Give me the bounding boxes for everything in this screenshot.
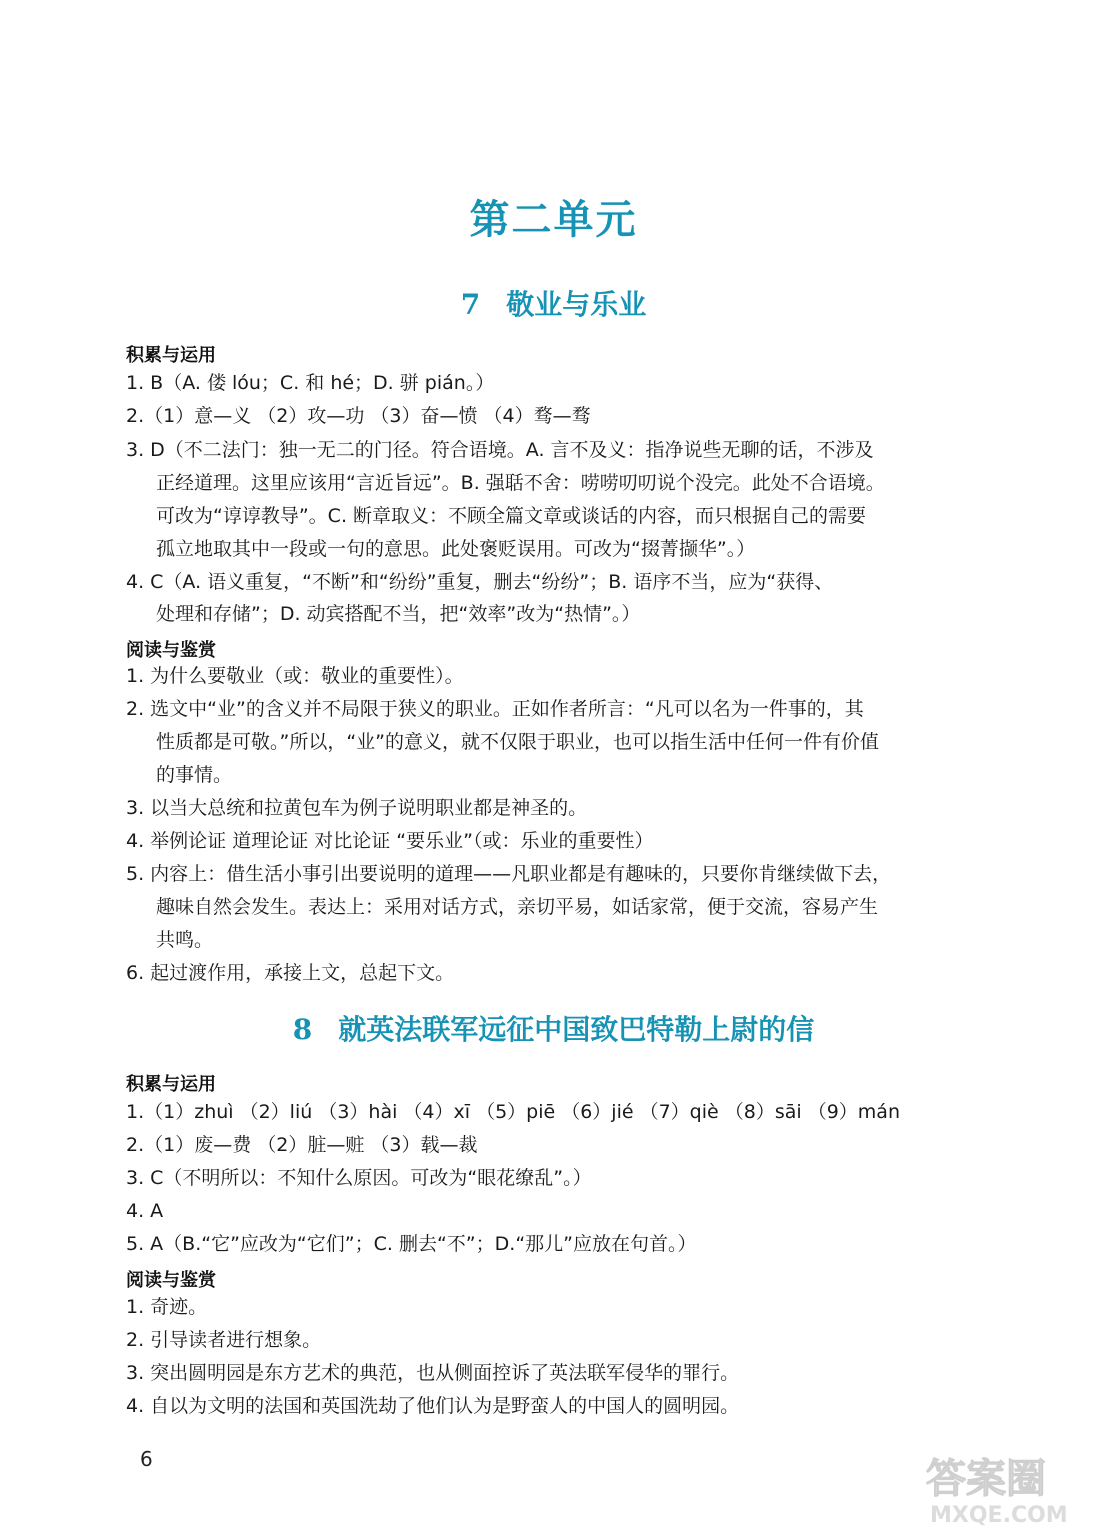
answer-line: 4. A bbox=[126, 1200, 164, 1222]
answer-line: 4. 举例论证 道理论证 对比论证 “要乐业”（或：乐业的重要性） bbox=[126, 830, 654, 852]
answer-line: 4. C（A. 语义重复，“不断”和“纷纷”重复，删去“纷纷”；B. 语序不当，应为“获得、 bbox=[126, 571, 834, 593]
answer-line: 趣味自然会发生。表达上：采用对话方式，亲切平易，如话家常，便于交流，容易产生 bbox=[156, 896, 879, 918]
answer-line: 1. 为什么要敬业（或：敬业的重要性）。 bbox=[126, 665, 464, 687]
lesson-8-title bbox=[0, 1008, 1107, 1048]
svg-text:MXQE.COM: MXQE.COM bbox=[930, 1503, 1068, 1528]
answer-line: 6. 起过渡作用，承接上文，总起下文。 bbox=[126, 962, 455, 984]
answer-line: 可改为“谆谆教导”。C. 断章取义：不顾全篇文章或谈话的内容，而只根据自己的需要 bbox=[156, 505, 867, 527]
answer-line: 3. D（不二法门：独一无二的门径。符合语境。A. 言不及义：指净说些无聊的话，不涉及 bbox=[126, 439, 874, 461]
answer-line: 正经道理。这里应该用“言近旨远”。B. 强聒不舍：唠唠叨叨说个没完。此处不合语境。 bbox=[156, 472, 885, 494]
answer-line: 共鸣。 bbox=[156, 929, 214, 951]
answer-line: 1. B（A. 偻 lóu；C. 和 hé；D. 骈 pián。） bbox=[126, 372, 495, 394]
lesson-7-title bbox=[0, 283, 1107, 323]
section-heading: 积累与运用 bbox=[126, 345, 216, 366]
lesson-7-title-text: 敬业与乐业 bbox=[506, 288, 647, 321]
answer-line: 5. 内容上：借生活小事引出要说明的道理——凡职业都是有趣味的，只要你肯继续做下去， bbox=[126, 863, 892, 885]
answer-line: 3. 以当大总统和拉黄包车为例子说明职业都是神圣的。 bbox=[126, 797, 588, 819]
answer-line: 2. 选文中“业”的含义并不局限于狭义的职业。正如作者所言：“凡可以名为一件事的，其 bbox=[126, 698, 864, 720]
answer-line: 2. 引导读者进行想象。 bbox=[126, 1329, 322, 1351]
lesson-7-number: 7 bbox=[460, 288, 481, 321]
answer-line: 2.（1）意—义 （2）攻—功 （3）奋—愤 （4）骛—骛 bbox=[126, 405, 591, 427]
answer-line: 1. 奇迹。 bbox=[126, 1296, 208, 1318]
page-number: 6 bbox=[140, 1447, 153, 1471]
section-heading: 阅读与鉴赏 bbox=[126, 640, 216, 661]
watermark-logo bbox=[920, 1448, 1095, 1528]
svg-text:答案圈: 答案圈 bbox=[926, 1456, 1046, 1502]
lesson-8-number: 8 bbox=[292, 1013, 313, 1046]
answer-line: 3. C（不明所以：不知什么原因。可改为“眼花缭乱”。） bbox=[126, 1167, 592, 1189]
answer-line: 孤立地取其中一段或一句的意思。此处褒贬误用。可改为“掇菁撷华”。） bbox=[156, 538, 756, 560]
answer-line: 4. 自以为文明的法国和英国洗劫了他们认为是野蛮人的中国人的圆明园。 bbox=[126, 1395, 740, 1417]
answer-line: 2.（1）废—费 （2）脏—赃 （3）载—裁 bbox=[126, 1134, 478, 1156]
answer-line: 的事情。 bbox=[156, 764, 233, 786]
answer-line: 5. A（B.“它”应改为“它们”；C. 删去“不”；D.“那儿”应放在句首。） bbox=[126, 1233, 697, 1255]
answer-line: 1.（1）zhuì （2）liú （3）hài （4）xī （5）piē （6）jié （7）qiè （8）sāi （9）mán bbox=[126, 1101, 900, 1123]
answer-line: 处理和存储”；D. 动宾搭配不当，把“效率”改为“热情”。） bbox=[156, 603, 641, 625]
lesson-8-title-text: 就英法联军远征中国致巴特勒上尉的信 bbox=[338, 1013, 815, 1046]
section-heading: 阅读与鉴赏 bbox=[126, 1270, 216, 1291]
answer-line: 性质都是可敬。”所以，“业”的意义，就不仅限于职业，也可以指生活中任何一件有价值 bbox=[156, 731, 880, 753]
section-heading: 积累与运用 bbox=[126, 1074, 216, 1095]
unit-title: 第二单元 bbox=[469, 196, 638, 243]
answer-line: 3. 突出圆明园是东方艺术的典范，也从侧面控诉了英法联军侵华的罪行。 bbox=[126, 1362, 740, 1384]
